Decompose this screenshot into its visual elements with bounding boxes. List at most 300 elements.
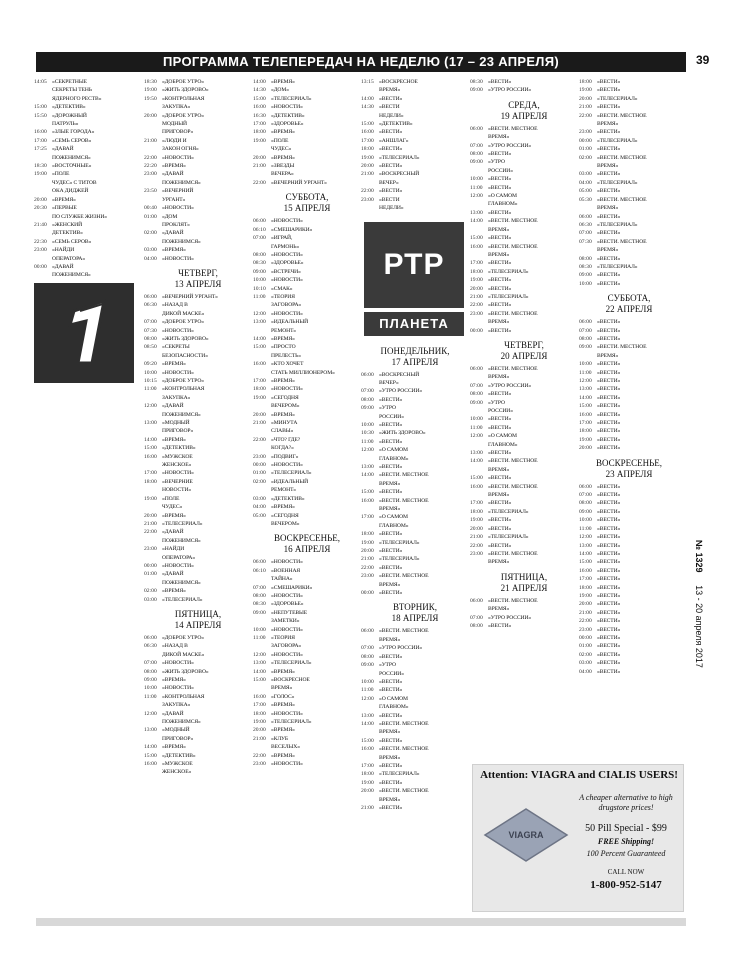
schedule-row [579, 402, 679, 410]
schedule-row [144, 642, 252, 650]
schedule-row [253, 710, 361, 718]
schedule-row [579, 626, 679, 634]
schedule-row [361, 670, 469, 678]
day-heading: СРЕДА, [508, 99, 540, 110]
schedule-row [144, 145, 252, 153]
show-time: 15:00 [361, 737, 374, 744]
show-time: 20:00 [470, 285, 483, 292]
schedule-row [361, 804, 469, 812]
schedule-row [361, 463, 469, 471]
schedule-row [361, 488, 469, 496]
schedule-row [253, 170, 361, 178]
show-title: ВЕСЕЛЫХ» [271, 744, 300, 751]
show-time: 16:00 [361, 746, 374, 753]
show-time: 22:00 [470, 302, 483, 309]
show-title: ГЛАВНОМ» [488, 201, 518, 208]
show-title: «УТРО РОССИИ» [379, 645, 423, 652]
show-time [253, 684, 271, 692]
show-time [144, 768, 162, 776]
schedule-row [579, 617, 679, 625]
schedule-row [579, 86, 679, 94]
show-time: 23:00 [144, 546, 157, 553]
show-time [144, 461, 162, 469]
show-time [144, 579, 162, 587]
show-time [253, 642, 271, 650]
show-time: 20:00 [253, 727, 266, 734]
show-time: 18:00 [361, 771, 374, 778]
schedule-row [253, 436, 361, 444]
schedule-row [470, 310, 578, 318]
show-time [253, 575, 271, 583]
schedule-row [579, 584, 679, 592]
show-time: 13:00 [253, 319, 266, 326]
schedule-row [144, 204, 252, 212]
schedule-row [470, 226, 578, 234]
schedule-row [144, 154, 252, 162]
viagra-advertisement [472, 764, 684, 912]
schedule-row [470, 525, 578, 533]
schedule-row [470, 158, 578, 166]
show-title: «ИДЕАЛЬНЫЙ [271, 319, 309, 326]
show-title: «ВЕСТИ. МЕСТНОЕ [488, 243, 538, 250]
schedule-row [34, 154, 142, 162]
show-time [34, 120, 52, 128]
show-time: 02:00 [579, 154, 592, 161]
show-time: 16:00 [470, 243, 483, 250]
schedule-row [361, 720, 469, 728]
schedule-row [253, 617, 361, 625]
show-title: ПО СЛУЖБЕ ЖИЗНИ» [52, 213, 107, 220]
show-time [253, 743, 271, 751]
schedule-row [579, 343, 679, 351]
show-time: 09:00 [144, 677, 157, 683]
show-time: 16:00 [253, 361, 266, 368]
day-heading: ПОНЕДЕЛЬНИК, [380, 345, 450, 356]
show-time: 20:00 [361, 163, 374, 170]
show-time [579, 352, 597, 360]
show-time: 14:00 [579, 550, 592, 557]
schedule-row [470, 373, 578, 381]
show-time: 17:00 [361, 514, 374, 521]
issue-info [694, 540, 704, 920]
show-title: «ВЕСТИ» [379, 737, 403, 744]
schedule-row [579, 187, 679, 195]
schedule-row [579, 280, 679, 288]
schedule-row [144, 238, 252, 246]
schedule-row [470, 125, 578, 133]
show-title: «НОВОСТИ» [271, 218, 303, 225]
show-title: ПОЖЕНИМСЯ» [162, 238, 201, 245]
schedule-row [579, 204, 679, 212]
show-time: 01:00 [253, 470, 266, 477]
schedule-row [470, 150, 578, 158]
schedule-row [253, 427, 361, 435]
schedule-row [253, 592, 361, 600]
show-time [144, 486, 162, 494]
day-date: 19 АПРЕЛЯ [500, 110, 548, 121]
show-title: ЗАКУПКА» [162, 702, 191, 709]
show-time [579, 204, 597, 212]
show-title: «ТЕЛЕСЕРИАЛ» [597, 95, 638, 102]
show-title: «ТЕЛЕСЕРИАЛ» [162, 596, 203, 603]
schedule-row [253, 626, 361, 634]
show-title: «ПЕРВЫЕ [52, 205, 77, 212]
show-time: 19:00 [34, 171, 47, 178]
show-title: «ВРЕМЯ» [271, 154, 295, 161]
show-title: «ТЕЛЕСЕРИАЛ» [379, 771, 420, 778]
schedule-row [470, 542, 578, 550]
show-time: 23:00 [361, 573, 374, 580]
schedule-row [253, 120, 361, 128]
show-time: 16:00 [579, 411, 592, 418]
show-title: ВРЕМЯ» [488, 606, 510, 613]
schedule-row [361, 712, 469, 720]
show-time: 01:00 [144, 571, 157, 578]
schedule-row [470, 415, 578, 423]
schedule-row [144, 634, 252, 642]
show-time: 05:00 [579, 188, 592, 195]
schedule-row [361, 438, 469, 446]
day-date: 23 АПРЕЛЯ [605, 468, 653, 479]
schedule-row [144, 78, 252, 86]
show-time: 07:30 [579, 238, 592, 245]
schedule-row [361, 95, 469, 103]
show-time: 15:00 [470, 235, 483, 242]
schedule-row [470, 365, 578, 373]
schedule-row [34, 229, 142, 237]
show-time: 18:30 [144, 79, 157, 85]
schedule-row [144, 377, 252, 385]
show-title: «ДОРОЖНЫЙ [52, 112, 87, 119]
show-title: «ТЕЛЕСЕРИАЛ» [597, 221, 638, 228]
show-title: ПОЖЕНИМСЯ» [162, 537, 201, 544]
show-time: 07:00 [470, 614, 483, 621]
schedule-row [144, 86, 252, 94]
show-time: 17:00 [144, 470, 157, 477]
show-time [253, 301, 271, 309]
show-time: 06:30 [144, 643, 157, 650]
show-title: «ВРЕМЯ» [162, 677, 186, 683]
schedule-row [34, 145, 142, 153]
schedule-row [579, 369, 679, 377]
schedule-row [253, 609, 361, 617]
show-time [253, 444, 271, 452]
schedule-row [144, 554, 252, 562]
show-time: 14:00 [361, 95, 374, 102]
show-title: «ВЕСТИ. МЕСТНОЕ [597, 112, 647, 119]
show-time: 15:00 [470, 475, 483, 482]
show-time: 16:00 [470, 483, 483, 490]
schedule-row [144, 318, 252, 326]
show-time: 22:00 [144, 529, 157, 536]
show-time [144, 411, 162, 419]
show-time [470, 491, 488, 499]
schedule-row [361, 787, 469, 795]
show-time [253, 520, 271, 528]
schedule-row [579, 327, 679, 335]
schedule-row [579, 668, 679, 676]
schedule-row [253, 486, 361, 494]
show-time: 09:00 [579, 272, 592, 279]
show-title: «ЗВЕЗДЫ [271, 163, 295, 170]
page-number: 39 [696, 53, 710, 67]
show-time: 11:00 [470, 184, 483, 191]
show-title: ВРЕМЯ» [597, 352, 619, 359]
show-title: «ВЕСТИ» [597, 500, 621, 507]
schedule-row [579, 516, 679, 524]
schedule-row [579, 318, 679, 326]
schedule-row [253, 726, 361, 734]
show-time: 18:00 [253, 710, 266, 717]
schedule-row [361, 120, 469, 128]
show-time [361, 455, 379, 463]
schedule-row [579, 642, 679, 650]
show-title: ГЛАВНОМ» [379, 522, 409, 529]
show-time: 21:00 [470, 534, 483, 541]
schedule-row [144, 545, 252, 553]
show-title: «МОДНЫЙ [162, 727, 190, 734]
schedule-row [579, 558, 679, 566]
show-time: 07:00 [253, 584, 266, 591]
show-title: «ВЕСТИ» [379, 712, 403, 719]
schedule-row [361, 530, 469, 538]
show-title: «ВЕСТИ» [488, 209, 512, 216]
show-time: 23:00 [579, 626, 592, 633]
show-time: 17:00 [579, 576, 592, 583]
schedule-row [144, 651, 252, 659]
schedule-row [361, 564, 469, 572]
show-title: ДИКОЙ МАСКЕ» [162, 651, 205, 658]
show-title: «ВЕСТИ. МЕСТНОЕ [597, 154, 647, 161]
show-title: «ВРЕМЯ» [271, 668, 295, 675]
show-time: 01:00 [579, 146, 592, 153]
show-title: «АНШЛАГ» [379, 137, 409, 144]
show-title: «ВЕСТИ» [597, 394, 621, 401]
schedule-row [470, 399, 578, 407]
show-title: ПОЖЕНИМСЯ» [162, 179, 201, 186]
show-time: 08:00 [361, 396, 374, 403]
show-time: 03:00 [579, 660, 592, 667]
show-time: 06:00 [361, 371, 374, 378]
show-title: «ЖИТЬ ЗДОРОВО» [162, 335, 209, 342]
schedule-row [361, 429, 469, 437]
schedule-row [253, 575, 361, 583]
show-title: «ДАВАЙ [52, 263, 74, 270]
show-time: 23:00 [470, 550, 483, 557]
schedule-row [253, 659, 361, 667]
show-title: «ВЕСТИ» [488, 500, 512, 507]
show-title: «ВЕСТИ» [597, 280, 621, 287]
schedule-row [253, 86, 361, 94]
schedule-row [144, 710, 252, 718]
show-time: 14:00 [361, 472, 374, 479]
show-title: «ВОСТОЧНЫЕ» [52, 163, 92, 170]
show-time: 17:00 [253, 702, 266, 709]
show-time: 04:00 [579, 179, 592, 186]
show-title: «НОВОСТИ» [162, 369, 194, 376]
schedule-row [144, 478, 252, 486]
show-time: 06:30 [579, 221, 592, 228]
show-time: 07:00 [361, 388, 374, 395]
schedule-row [470, 259, 578, 267]
show-time [361, 480, 379, 488]
show-time: 22:20 [144, 163, 157, 170]
schedule-row [361, 497, 469, 505]
show-title: «ВЕСТИ» [597, 403, 621, 410]
show-time: 21:00 [579, 104, 592, 111]
show-time: 14:00 [361, 720, 374, 727]
show-time: 14:00 [470, 458, 483, 465]
show-time: 13:00 [144, 420, 157, 427]
show-time: 09:00 [361, 662, 374, 669]
show-time: 09:00 [470, 399, 483, 406]
show-title: «ДОМ» [271, 87, 289, 94]
show-title: «ВЕСТИ» [597, 146, 621, 153]
show-title: «ВЕСТИ» [379, 129, 403, 136]
schedule-row [361, 547, 469, 555]
schedule-row [470, 449, 578, 457]
schedule-row [361, 137, 469, 145]
schedule-row [579, 483, 679, 491]
show-title: «СЕМЬ СЕРОВ» [52, 137, 92, 144]
schedule-row [470, 474, 578, 482]
show-title: «УТРО РОССИИ» [488, 614, 532, 621]
schedule-row [470, 516, 578, 524]
show-title: «ВЕСТИ» [488, 277, 512, 284]
show-time: 08:30 [579, 263, 592, 270]
schedule-row [144, 444, 252, 452]
show-time [144, 718, 162, 726]
schedule-row [579, 550, 679, 558]
show-title: ВРЕМЯ» [488, 226, 510, 233]
schedule-row [361, 695, 469, 703]
schedule-row [361, 522, 469, 530]
show-time [144, 238, 162, 246]
show-time: 00:40 [144, 205, 157, 212]
schedule-row [361, 421, 469, 429]
show-title: «ТЕЛЕСЕРИАЛ» [488, 293, 529, 300]
schedule-row [253, 128, 361, 136]
schedule-row [144, 596, 252, 604]
show-title: «ВРЕМЯ» [271, 79, 295, 85]
show-time [144, 103, 162, 111]
schedule-row [144, 587, 252, 595]
show-time [144, 310, 162, 318]
show-time: 15:50 [34, 112, 47, 119]
show-time: 08:50 [144, 344, 157, 351]
show-title: ЖЕНСКОЕ» [162, 462, 192, 469]
schedule-row [253, 461, 361, 469]
schedule-row [470, 293, 578, 301]
show-time: 10:00 [144, 369, 157, 376]
show-time [144, 503, 162, 511]
schedule-row [253, 760, 361, 768]
show-time: 14:00 [579, 394, 592, 401]
schedule-row [144, 469, 252, 477]
schedule-row [253, 137, 361, 145]
show-title: «ВЕСТИ» [597, 319, 621, 326]
show-time: 10:00 [579, 280, 592, 287]
show-title: «ДАВАЙ [162, 403, 184, 410]
schedule-row [579, 525, 679, 533]
show-time: 12:00 [579, 378, 592, 384]
schedule-row [144, 335, 252, 343]
show-time: 18:00 [253, 386, 266, 393]
show-title: «УТРО [379, 405, 396, 412]
schedule-row [34, 137, 142, 145]
show-title: «ИГРАЙ, [271, 235, 293, 242]
show-title: «ВЕСТИ» [379, 188, 403, 195]
schedule-row [579, 508, 679, 516]
show-time: 19:00 [361, 154, 374, 161]
show-title: ЗАГОВОРА» [271, 643, 302, 650]
show-title: «НОВОСТИ» [162, 562, 194, 569]
schedule-row [253, 453, 361, 461]
show-title: ПОЖЕНИМСЯ» [162, 579, 201, 586]
schedule-row [253, 154, 361, 162]
schedule-row [361, 387, 469, 395]
schedule-row [470, 175, 578, 183]
show-title: «УТРО РОССИИ» [488, 382, 532, 389]
schedule-row [253, 394, 361, 402]
show-title: «ВЕСТИ» [597, 335, 621, 342]
show-time: 09:00 [579, 344, 592, 351]
show-title: «ВЕСТИ» [488, 302, 512, 309]
show-title: РОССИИ» [379, 413, 404, 420]
show-title: «ТЕЛЕСЕРИАЛ» [488, 534, 529, 541]
show-title: «ЖИТЬ ЗДОРОВО» [162, 668, 209, 675]
show-title: ЗАКУПКА» [162, 394, 191, 401]
show-title: «ВЕСТИ» [597, 534, 621, 541]
show-time [253, 170, 271, 178]
schedule-row [361, 581, 469, 589]
show-time: 19:00 [579, 87, 592, 94]
show-time: 14:05 [34, 79, 47, 85]
show-title: «ИДЕАЛЬНЫЙ [271, 478, 309, 485]
schedule-row [144, 453, 252, 461]
schedule-row [144, 726, 252, 734]
show-title: «ВЕСТИ» [597, 550, 621, 557]
schedule-row [253, 217, 361, 225]
show-time: 04:00 [579, 668, 592, 675]
schedule-row [470, 533, 578, 541]
schedule-row [470, 327, 578, 335]
show-time [361, 204, 379, 212]
schedule-row [579, 360, 679, 368]
schedule-row [470, 499, 578, 507]
schedule-row [361, 204, 469, 212]
schedule-row [470, 390, 578, 398]
schedule-row [579, 499, 679, 507]
schedule-row [253, 251, 361, 259]
show-time [361, 379, 379, 387]
show-title: «ДАВАЙ [162, 571, 184, 578]
show-title: ПАТРУЛЬ» [52, 121, 79, 128]
schedule-row [470, 466, 578, 474]
show-title: «ВЕСТИ» [597, 436, 621, 443]
show-time: 00:00 [144, 562, 157, 569]
day-date: 13 АПРЕЛЯ [174, 278, 222, 289]
show-title: ПРЕЛЕСТЬ» [271, 352, 301, 359]
show-time [470, 605, 488, 613]
schedule-row [361, 555, 469, 563]
show-title: ГЛАВНОМ» [488, 441, 518, 448]
day-date: 18 АПРЕЛЯ [391, 613, 439, 624]
show-time: 22:00 [253, 752, 266, 759]
show-title: «ВЕСТИ. МЕСТНОЕ [488, 550, 538, 557]
show-title: «ВОСКРЕСНОЕ [379, 79, 418, 85]
schedule-row [253, 600, 361, 608]
